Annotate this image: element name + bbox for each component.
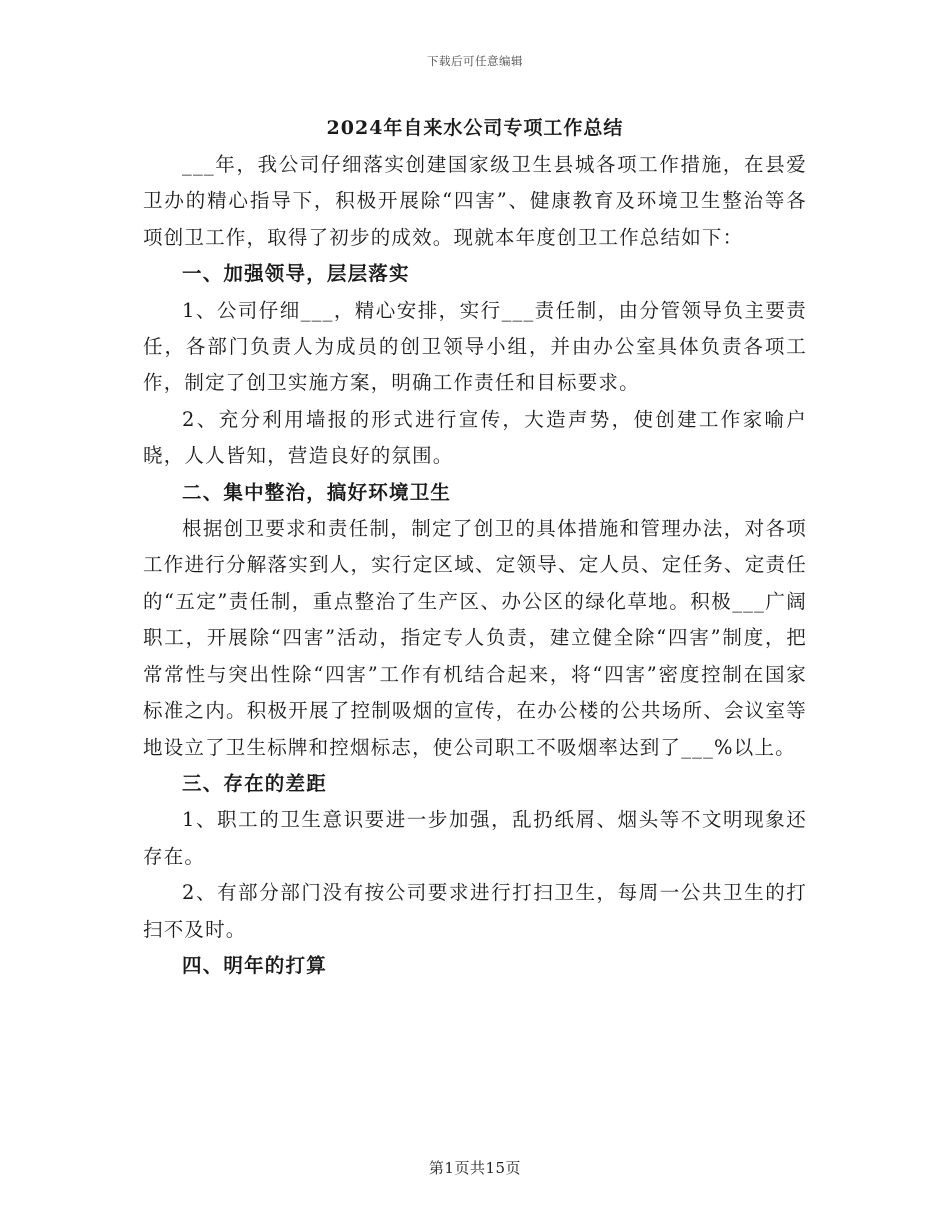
- page-number: 第1页共15页: [428, 1159, 522, 1177]
- header-note: 下载后可任意编辑: [427, 54, 523, 68]
- section-heading-1: 一、加强领导，层层落实: [182, 262, 410, 286]
- intro-paragraph: ___年，我公司仔细落实创建国家级卫生县城各项工作措施，在县爱卫办的精心指导下，积极开展除“四害”、健康教育及环境卫生整治等各项创卫工作，取得了初步的成效。现就本年度创卫工作总结如下：: [143, 153, 807, 249]
- section-heading-4: 四、明年的打算: [182, 953, 327, 977]
- section-1-paragraph-2: 2、充分利用墙报的形式进行宣传，大造声势，使创建工作家喻户晓，人人皆知，营造良好的氛围。: [143, 407, 807, 468]
- section-heading-3: 三、存在的差距: [182, 771, 327, 795]
- section-1-paragraph-1: 1、公司仔细___，精心安排，实行___责任制，由分管领导负主要责任，各部门负责人为成员的创卫领导小组，并由办公室具体负责各项工作，制定了创卫实施方案，明确工作责任和目标要求。: [143, 298, 807, 395]
- document-body: [143, 147, 807, 984]
- document-title: 2024年自来水公司专项工作总结: [326, 117, 624, 139]
- section-2-paragraph-1: 根据创卫要求和责任制，制定了创卫的具体措施和管理办法，对各项工作进行分解落实到人，实行定区域、定领导、定人员、定任务、定责任的“五定”责任制，重点整治了生产区、办公区的绿化草地。积极___广阔职工，开展除“四害”活动，指定专人负责，建立健全除“四害”制度，把常常性与突出性除“四害”工作有机结合起来，将“四害”密度控制在国家标准之内。积极开展了控制吸烟的宣传，在办公楼的公共场所、会议室等地设立了卫生标牌和控烟标志，使公司职工不吸烟率达到了___%以上。: [143, 517, 807, 759]
- section-3-paragraph-1: 1、职工的卫生意识要进一步加强，乱扔纸屑、烟头等不文明现象还存在。: [143, 808, 807, 868]
- section-3-paragraph-2: 2、有部分部门没有按公司要求进行打扫卫生，每周一公共卫生的打扫不及时。: [143, 881, 807, 941]
- section-heading-2: 二、集中整治，搞好环境卫生: [182, 480, 452, 504]
